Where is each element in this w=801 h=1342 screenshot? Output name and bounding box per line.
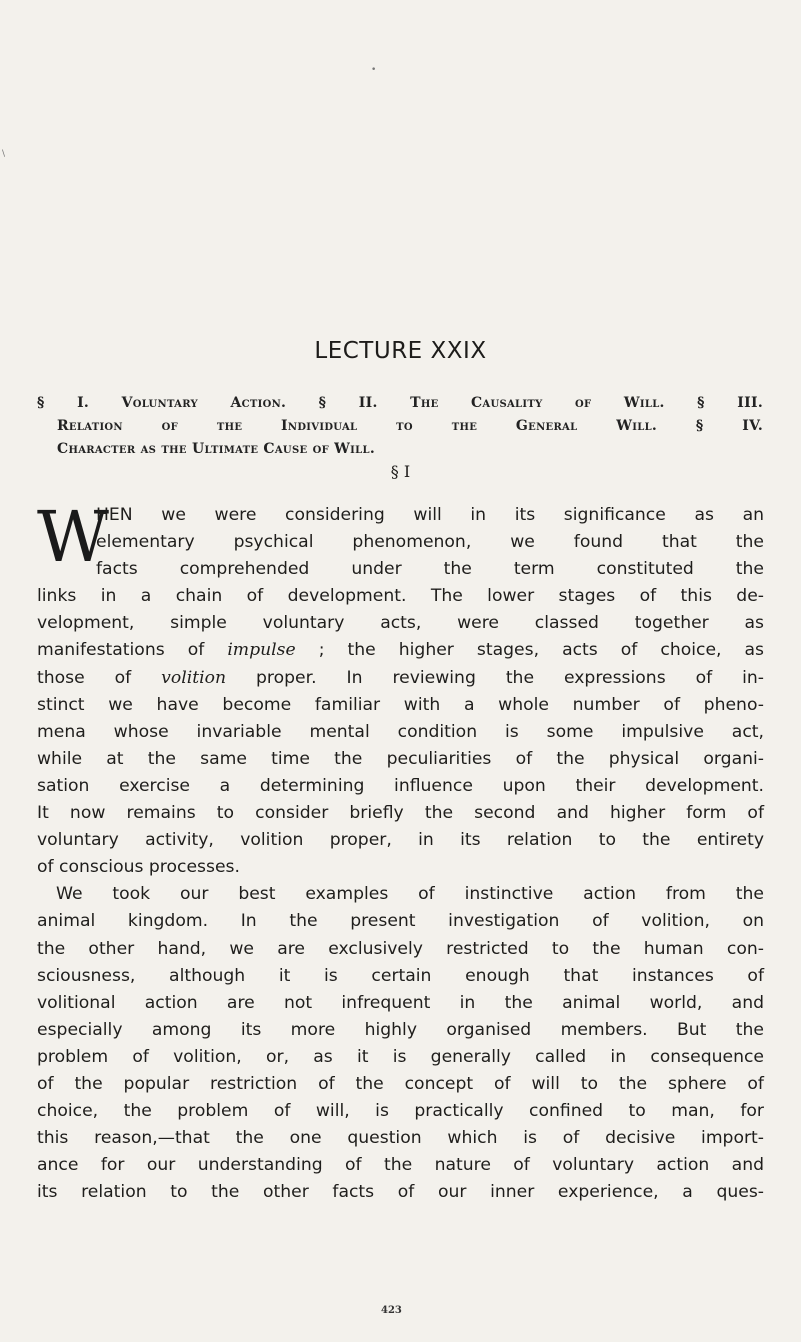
contents-line-1: § I. Voluntary Action. § II. The Causality of Will. § III. xyxy=(37,395,763,411)
print-speck: • xyxy=(371,65,377,75)
text-line: while at the same time the peculiarities of the physical organi- xyxy=(37,748,764,769)
text-line: especially among its more highly organised members. But the xyxy=(37,1019,764,1040)
page-number: 423 xyxy=(381,1305,402,1316)
text-line: this reason,—that the one question which is of decisive import- xyxy=(37,1128,764,1149)
text-line: animal kingdom. In the present investigation of volition, on xyxy=(37,911,764,932)
text-line: voluntary activity, volition proper, in its relation to the entirety xyxy=(37,830,764,851)
text-line: facts comprehended under the term constituted the xyxy=(96,559,764,580)
text-line: of the popular restriction of the concept of will to the sphere of xyxy=(37,1073,764,1094)
italic-term: volition xyxy=(161,667,227,688)
contents-line-2: Relation of the Individual to the General Will. § IV. xyxy=(57,418,763,434)
text-line: stinct we have become familiar with a whole number of pheno- xyxy=(37,694,764,715)
text-line: It now remains to consider briefly the second and higher form of xyxy=(37,803,764,824)
text-line: those of volition proper. In reviewing the expressions of in- xyxy=(37,667,765,688)
text-line: choice, the problem of will, is practically confined to man, for xyxy=(37,1101,764,1122)
drop-cap: W xyxy=(37,496,109,578)
text-line: problem of volition, or, as it is generally called in consequence xyxy=(37,1046,764,1067)
body-text xyxy=(37,496,765,1206)
text-line: We took our best examples of instinctive action from the xyxy=(56,884,764,905)
text-line: its relation to the other facts of our inner experience, a ques- xyxy=(37,1182,764,1203)
text-line: velopment, simple voluntary acts, were classed together as xyxy=(37,613,764,634)
section-contents xyxy=(37,392,763,461)
section-number: § I xyxy=(390,462,411,481)
text-line: ance for our understanding of the nature of voluntary action and xyxy=(37,1155,764,1176)
text-line: mena whose invariable mental condition is some impulsive act, xyxy=(37,721,764,742)
text-line: the other hand, we are exclusively restricted to the human con- xyxy=(37,938,764,959)
italic-term: impulse xyxy=(227,640,296,661)
text-line: of conscious processes. xyxy=(37,857,240,878)
text-line: sation exercise a determining influence upon their development. xyxy=(37,775,764,796)
contents-line-3: Character as the Ultimate Cause of Will. xyxy=(57,441,375,457)
text-line: HEN we were considering will in its significance as an xyxy=(96,505,764,525)
text-line: manifestations of impulse ; the higher stages, acts of choice, as xyxy=(37,640,765,661)
lecture-heading: LECTURE XXIX xyxy=(314,338,487,364)
margin-mark: \ xyxy=(2,149,6,159)
text-line: links in a chain of development. The lower stages of this de- xyxy=(37,586,764,607)
text-line: sciousness, although it is certain enough that instances of xyxy=(37,965,764,986)
text-line: volitional action are not infrequent in the animal world, and xyxy=(37,992,764,1013)
text-line: elementary psychical phenomenon, we found that the xyxy=(96,532,764,553)
